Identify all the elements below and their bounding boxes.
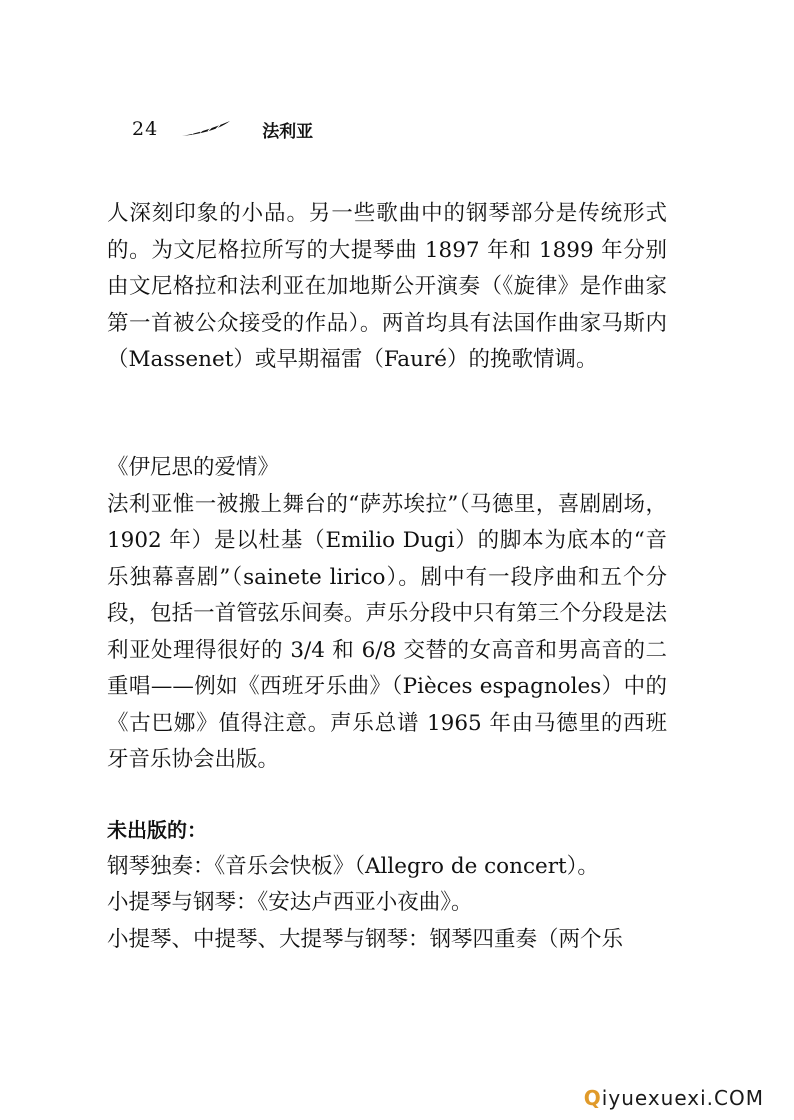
work-description: 法利亚惟一被搬上舞台的“萨苏埃拉”（马德里，喜剧剧场，1902 年）是以杜基（Emilio Dugi）的脚本为底本的“音乐独幕喜剧”（sainete lirico）。剧中有一段序曲和五个分段，包括一首管弦乐间奏。声乐分段中只有第三个分段是法利亚处理得很好的 3/4 和 6/8 交替的女高音和男高音的二重唱——例如《西班牙乐曲》（Pièces espagnoles）中的《古巴娜》值得注意。声乐总谱 1965 年由马德里的西班牙音乐协会出版。 (107, 491, 667, 772)
list-item: 小提琴与钢琴：《安达卢西亚小夜曲》。 (107, 890, 473, 915)
paragraph-continuation (107, 196, 667, 379)
chapter-title: 法利亚 (262, 121, 314, 142)
watermark-text: iyuexuexi.COM (601, 1086, 764, 1110)
quill-flourish-icon (180, 119, 232, 139)
running-header (132, 116, 313, 142)
section-heading: 未出版的： (107, 818, 207, 842)
unpublished-section (107, 812, 667, 958)
list-item: 钢琴独奏：《音乐会快板》（Allegro de concert）。 (107, 853, 599, 879)
watermark-logo-letter: Q (583, 1086, 602, 1110)
work-title: 《伊尼思的爱情》 (107, 455, 280, 480)
work-section (107, 450, 667, 779)
paragraph-text: 人深刻印象的小品。另一些歌曲中的钢琴部分是传统形式的。为文尼格拉所写的大提琴曲 1897 年和 1899 年分别由文尼格拉和法利亚在加地斯公开演奏（《旋律》是作曲家第一首被公众接受的作品）。两首均具有法国作曲家马斯内（Massenet）或早期福雷（Fauré）的挽歌情调。 (107, 201, 667, 372)
site-watermark (584, 1086, 764, 1110)
page-number: 24 (132, 118, 159, 140)
list-item: 小提琴、中提琴、大提琴与钢琴：钢琴四重奏（两个乐 (107, 926, 624, 952)
